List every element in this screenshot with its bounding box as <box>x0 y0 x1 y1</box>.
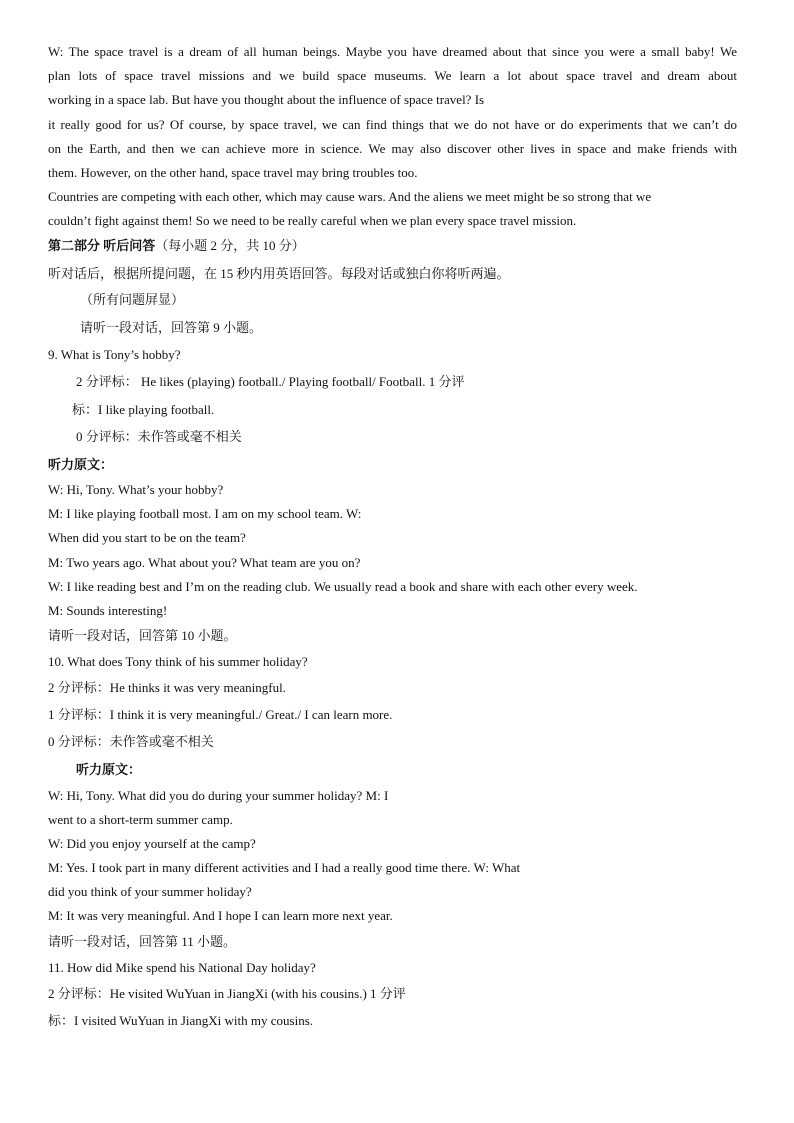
transcript-line: M: It was very meaningful. And I hope I can learn more next year. <box>48 908 393 923</box>
q9-question: 9. What is Tony’s hobby? <box>48 347 181 362</box>
q9-score-0: 0 分评标：未作答或毫不相关 <box>76 429 242 444</box>
passage-line-7: Countries are competing with each other, which may cause wars. And the aliens we meet might be so strong that we <box>48 189 652 204</box>
transcript-line: W: Did you enjoy yourself at the camp? <box>48 836 256 851</box>
q9-prompt: 请听一段对话，回答第 9 小题。 <box>80 320 263 335</box>
q11-score-1: 标：I visited WuYuan in JiangXi with my cousins. <box>48 1013 314 1028</box>
passage-line-1: W: The space travel is a dream of all human beings. Maybe you have dreamed about that since you were a small baby! We <box>48 44 737 59</box>
q10-score-0: 0 分评标：未作答或毫不相关 <box>48 734 214 749</box>
transcript-line: M: Yes. I took part in many different activities and I had a really good time there. W: What <box>48 860 521 875</box>
transcript-line: M: I like playing football most. I am on my school team. W: <box>48 506 362 521</box>
q9-score-1: 标：I like playing football. <box>72 402 215 417</box>
q11-score-2: 2 分评标：He visited WuYuan in JiangXi (with his cousins.) 1 分评 <box>48 986 406 1001</box>
section-heading <box>48 238 305 254</box>
section-instruction: 听对话后，根据所提问题，在 15 秒内用英语回答。每段对话或独白你将听两遍。 <box>48 266 510 281</box>
q10-score-1: 1 分评标：I think it is very meaningful./ Great./ I can learn more. <box>48 707 393 722</box>
transcript-line: did you think of your summer holiday? <box>48 884 252 899</box>
q11-prompt: 请听一段对话，回答第 11 小题。 <box>48 934 237 949</box>
transcript-label: 听力原文： <box>48 457 114 472</box>
q10-prompt: 请听一段对话，回答第 10 小题。 <box>48 628 237 643</box>
q10-score-2: 2 分评标：He thinks it was very meaningful. <box>48 680 286 695</box>
passage-line-4: it really good for us? Of course, by space travel, we can find things that we do not have or do experiments that we can’t do <box>48 117 737 132</box>
transcript-label: 听力原文： <box>76 762 142 777</box>
q10-question: 10. What does Tony think of his summer holiday? <box>48 654 308 669</box>
passage-line-6: them. However, on the other hand, space travel may bring troubles too. <box>48 165 418 180</box>
transcript-line: When did you start to be on the team? <box>48 530 246 545</box>
transcript-line: W: I like reading best and I’m on the reading club. We usually read a book and share with each other every week. <box>48 579 638 594</box>
passage-line-8: couldn’t fight against them! So we need to be really careful when we plan every space travel mission. <box>48 213 577 228</box>
q11-question: 11. How did Mike spend his National Day holiday? <box>48 960 316 975</box>
passage-line-2: plan lots of space travel missions and we build space museums. We learn a lot about space travel and dream about <box>48 68 737 83</box>
section-score-note: （每小题 2 分，共 10 分） <box>155 238 305 253</box>
transcript-line: W: Hi, Tony. What did you do during your summer holiday? M: I <box>48 788 389 803</box>
transcript-line: M: Sounds interesting! <box>48 603 168 618</box>
q9-score-2: 2 分评标： He likes (playing) football./ Playing football/ Football. 1 分评 <box>76 374 465 389</box>
transcript-line: went to a short-term summer camp. <box>48 812 233 827</box>
transcript-line: M: Two years ago. What about you? What team are you on? <box>48 555 361 570</box>
passage-line-5: on the Earth, and then we can achieve more in science. We may also discover other lives in space and make friends with <box>48 141 737 156</box>
passage-line-3: working in a space lab. But have you thought about the influence of space travel? Is <box>48 92 485 107</box>
screen-note: （所有问题屏显） <box>80 292 185 307</box>
transcript-line: W: Hi, Tony. What’s your hobby? <box>48 482 224 497</box>
section-title: 第二部分 听后问答 <box>48 238 156 253</box>
